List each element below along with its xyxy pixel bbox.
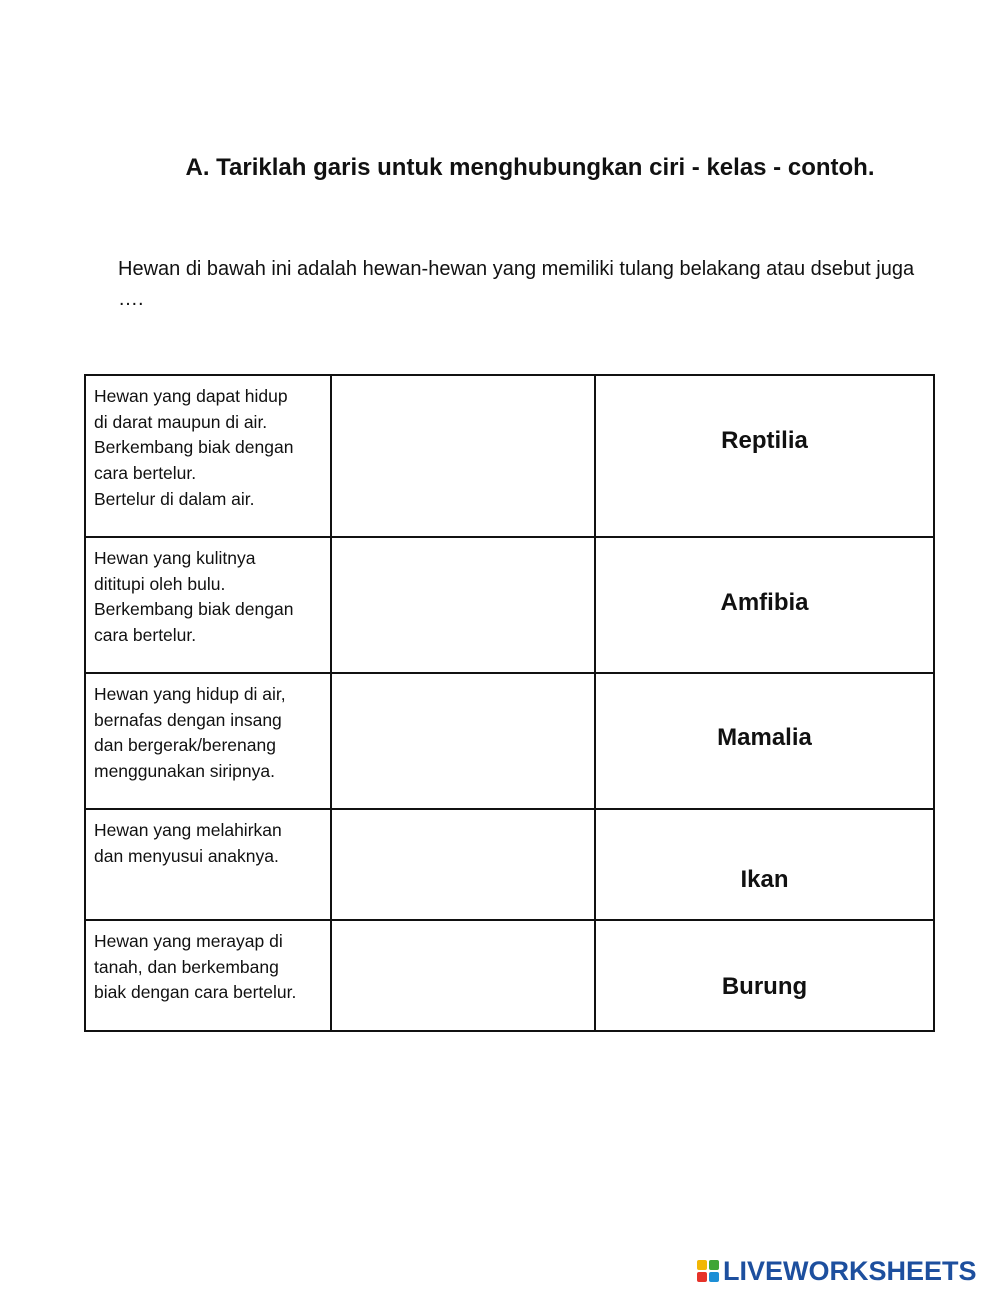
trait-description: Hewan yang hidup di air, bernafas dengan insang dan bergerak/berenang menggunakan siripnya. — [85, 673, 331, 809]
class-label: Ikan — [740, 865, 789, 893]
answer-blank-cell[interactable] — [331, 537, 595, 673]
class-label: Burung — [721, 972, 808, 1000]
class-label: Amfibia — [720, 589, 809, 616]
trait-description: Hewan yang melahirkan dan menyusui anaknya. — [85, 809, 331, 920]
class-cell — [595, 375, 934, 537]
class-label: Mamalia — [717, 724, 812, 751]
liveworksheets-logo[interactable] — [697, 1256, 977, 1286]
class-label: Reptilia — [721, 427, 808, 454]
intro-text: Hewan di bawah ini adalah hewan-hewan yang memiliki tulang belakang atau dsebut juga …. — [118, 258, 915, 310]
logo-block — [709, 1272, 719, 1282]
table-row — [85, 673, 934, 809]
class-cell — [595, 809, 934, 920]
answer-blank-cell[interactable] — [331, 673, 595, 809]
logo-blocks-icon — [697, 1260, 719, 1282]
class-cell — [595, 537, 934, 673]
class-cell — [595, 673, 934, 809]
trait-description: Hewan yang kulitnya dititupi oleh bulu. Berkembang biak dengan cara bertelur. — [85, 537, 331, 673]
answer-blank-cell[interactable] — [331, 920, 595, 1031]
logo-text: LIVEWORKSHEETS — [723, 1255, 977, 1286]
logo-block — [697, 1260, 707, 1270]
trait-description: Hewan yang merayap di tanah, dan berkembang biak dengan cara bertelur. — [85, 920, 331, 1031]
table-row — [85, 809, 934, 920]
logo-block — [697, 1272, 707, 1282]
table-row — [85, 920, 934, 1031]
answer-blank-cell[interactable] — [331, 809, 595, 920]
trait-description: Hewan yang dapat hidup di darat maupun di air. Berkembang biak dengan cara bertelur. Bertelur di dalam air. — [85, 375, 331, 537]
answer-blank-cell[interactable] — [331, 375, 595, 537]
table-row — [85, 537, 934, 673]
table-row — [85, 375, 934, 537]
worksheet-title: A. Tariklah garis untuk menghubungkan ciri - kelas - contoh. — [185, 154, 875, 181]
logo-block — [709, 1260, 719, 1270]
matching-table — [84, 374, 935, 1032]
class-cell — [595, 920, 934, 1031]
